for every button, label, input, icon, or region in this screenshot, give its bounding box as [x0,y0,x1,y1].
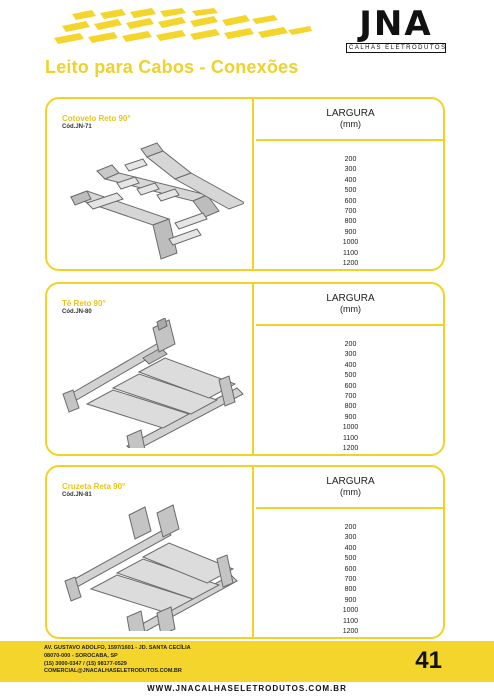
width-value: 1200 [342,260,359,268]
width-value: 300 [344,351,357,359]
footer-bar [0,641,494,682]
width-unit: (mm) [340,304,361,314]
product-card-cruzeta [45,465,445,639]
width-value: 600 [344,197,357,205]
width-value: 900 [344,596,357,604]
product-info-panel [47,99,254,269]
width-unit: (mm) [340,119,361,129]
width-value: 700 [344,393,357,401]
width-value: 700 [344,576,357,584]
product-card-cotovelo [45,97,445,271]
width-value: 700 [344,208,357,216]
width-value: 1100 [342,617,359,625]
product-code: Cód.JN-81 [62,492,92,498]
width-value: 200 [344,524,357,531]
logo-text: JNA [359,4,433,44]
width-column-header [256,99,445,141]
width-value: 800 [344,586,357,594]
width-label: LARGURA [326,476,375,487]
product-name: Cotovelo Reto 90° [62,114,131,123]
width-value: 1100 [342,249,359,257]
width-list [256,155,445,269]
width-value: 600 [344,382,357,390]
cotovelo-tray-image [57,133,244,263]
product-name: Tê Reto 90° [62,299,106,308]
width-value: 300 [344,166,357,174]
width-label: LARGURA [326,293,375,304]
width-value: 800 [344,218,357,226]
width-value: 200 [344,341,357,348]
te-tray-image [57,318,244,448]
product-info-panel [47,284,254,454]
width-value: 800 [344,403,357,411]
footer-address [44,645,191,676]
width-column-header [256,284,445,326]
product-code: Cód.JN-71 [62,124,92,130]
width-value: 300 [344,534,357,542]
width-value: 400 [344,176,357,184]
website-link[interactable]: WWW.JNACALHASELETRODUTOS.COM.BR [147,684,347,693]
page-title: Leito para Cabos - Conexões [45,57,299,77]
product-info-panel [47,467,254,637]
product-code: Cód.JN-80 [62,309,92,315]
width-value: 1000 [342,239,359,247]
width-value: 400 [344,544,357,552]
width-value: 600 [344,565,357,573]
width-value: 500 [344,555,357,563]
width-value: 400 [344,361,357,369]
width-value: 1000 [342,607,359,615]
brand-logo [346,6,446,56]
width-value: 500 [344,187,357,195]
product-card-te [45,282,445,456]
address-line: 08070-000 - SOROCABA, SP [44,652,118,659]
width-label: LARGURA [326,108,375,119]
width-unit: (mm) [340,487,361,497]
logo-subtitle: CALHAS ELETRODUTOS [346,43,446,53]
width-list [256,523,445,637]
product-name: Cruzeta Reta 90° [62,482,126,491]
width-value: 900 [344,228,357,236]
decorative-mesh [52,8,312,48]
width-value: 1200 [342,628,359,636]
phone-number: (15) 3000-0347 / (15) 98177-0529 [44,660,127,667]
width-value: 1100 [342,434,359,442]
width-value: 1200 [342,445,359,453]
cruzeta-tray-image [57,501,244,631]
width-column-header [256,467,445,509]
width-value: 900 [344,413,357,421]
width-value: 500 [344,372,357,380]
email-address: COMERCIAL@JNACALHASELETRODUTOS.COM.BR [44,668,182,675]
width-value: 1000 [342,424,359,432]
width-value: 200 [344,156,357,163]
page-number: 41 [415,647,442,674]
width-list [256,340,445,454]
address-line: AV. GUSTAVO ADOLFO, 1597/1601 - JD. SANTA CECÍLIA [44,645,191,651]
